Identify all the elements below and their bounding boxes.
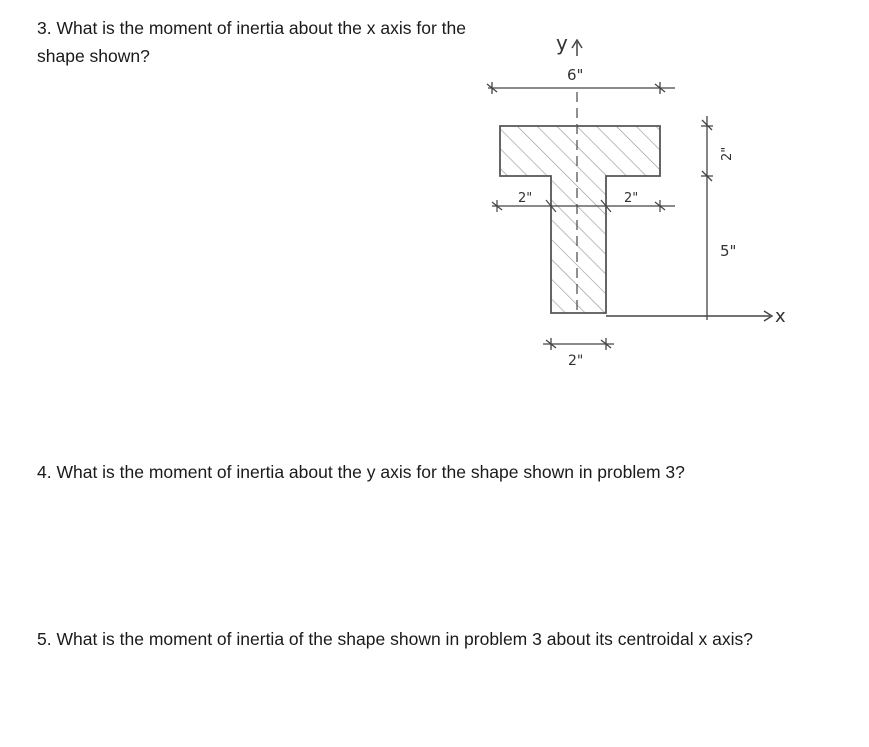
dim-web-width-label: 2" [568, 353, 584, 369]
question-3: 3. What is the moment of inertia about the x axis for the shape shown? [37, 18, 466, 66]
y-axis-label: y [556, 31, 568, 55]
t-shape-hatch [500, 126, 660, 313]
question-5: 5. What is the moment of inertia of the shape shown in problem 3 about its centroidal x axis? [37, 629, 753, 649]
question-4: 4. What is the moment of inertia about the y axis for the shape shown in problem 3? [37, 462, 685, 482]
dim-top-width-label: 6" [567, 66, 584, 84]
x-axis-label: x [775, 306, 786, 327]
dim-left-overhang-label: 2" [518, 191, 533, 206]
t-beam-figure [470, 20, 810, 380]
dim-flange-thickness-label: 2" [720, 146, 735, 161]
dim-right-overhang-label: 2" [624, 191, 639, 206]
dim-web-height-label: 5" [720, 242, 737, 260]
